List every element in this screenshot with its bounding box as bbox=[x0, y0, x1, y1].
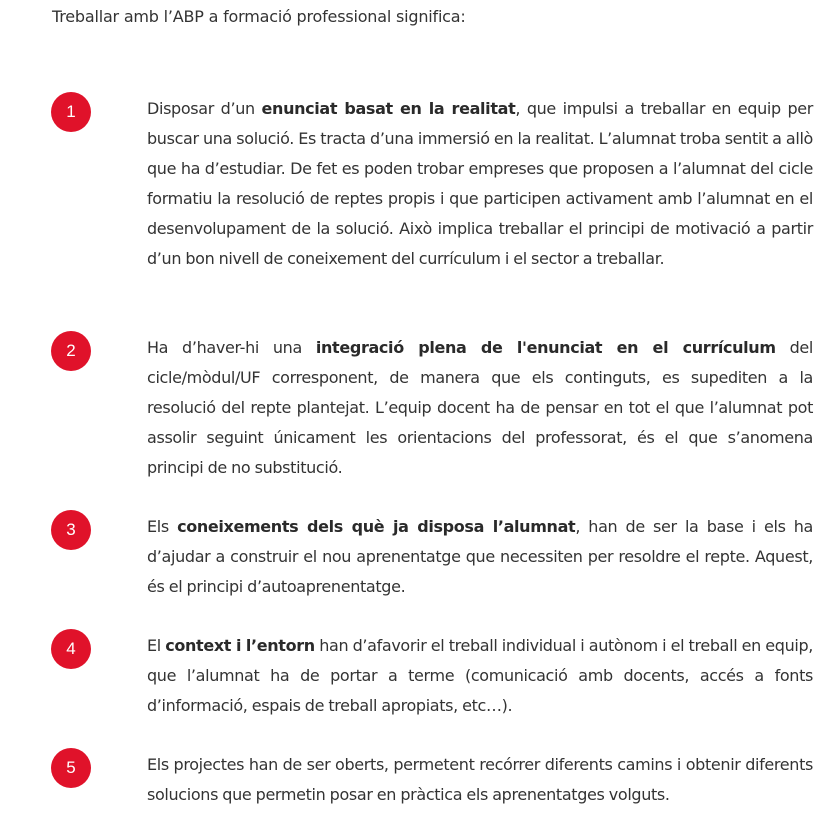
item-text-bold: enunciat basat en la realitat bbox=[261, 99, 516, 118]
number-badge: 3 bbox=[51, 510, 91, 550]
item-text bbox=[147, 512, 813, 602]
item-text bbox=[147, 94, 813, 274]
item-text-after: , han de ser la base i els ha d’ajudar a construir el nou aprenentatge que necessiten per resoldre el repte. Aquest, és el principi d’autoaprenentatge. bbox=[147, 517, 814, 596]
item-text bbox=[147, 631, 813, 721]
number-badge: 1 bbox=[51, 92, 91, 132]
item-text-before: Els projectes han de ser oberts, permetent recórrer diferents camins i obtenir diferents solucions que permetin posar en pràctica els aprenentatges volguts. bbox=[147, 755, 813, 804]
number-badge: 4 bbox=[51, 629, 91, 669]
number-badge: 5 bbox=[51, 748, 91, 788]
item-text-bold: context i l’entorn bbox=[165, 636, 315, 655]
item-text-before: Els bbox=[147, 517, 178, 536]
item-text-after: del cicle/mòdul/UF corresponent, de manera que els continguts, es supediten a la resolució del repte plantejat. L’equip docent ha de pensar en tot el que l’alumnat pot assolir seguint únicament les orientacions del professorat, és el que s’anomena principi de no substitució. bbox=[147, 338, 813, 477]
item-text-bold: coneixements dels què ja disposa l’alumnat bbox=[177, 517, 576, 536]
item-text bbox=[147, 750, 813, 810]
number-badge: 2 bbox=[51, 331, 91, 371]
item-text-before: Disposar d’un bbox=[147, 99, 262, 118]
item-text-before: Ha d’haver-hi una bbox=[147, 338, 316, 357]
item-text-after: , que impulsi a treballar en equip per buscar una solució. Es tracta d’una immersió en la realitat. L’alumnat troba sentit a allò que ha d’estudiar. De fet es poden trobar empreses que proposen a l’alumnat del cicle formatiu la resolució de reptes propis i que participen activament amb l’alumnat en el desenvolupament de la solució. Això implica treballar el principi de motivació a partir d’un bon nivell de coneixement del currículum i el sector a treballar. bbox=[147, 99, 814, 268]
intro-text: Treballar amb l’ABP a formació professional significa: bbox=[52, 7, 466, 26]
item-text-after: han d’afavorir el treball individual i autònom i el treball en equip, que l’alumnat ha de portar a terme (comunicació amb docents, accés a fonts d’informació, espais de treball apropiats, etc…). bbox=[147, 636, 814, 715]
item-text-before: El bbox=[147, 636, 166, 655]
item-text-bold: integració plena de l'enunciat en el currículum bbox=[315, 338, 776, 357]
item-text bbox=[147, 333, 813, 483]
